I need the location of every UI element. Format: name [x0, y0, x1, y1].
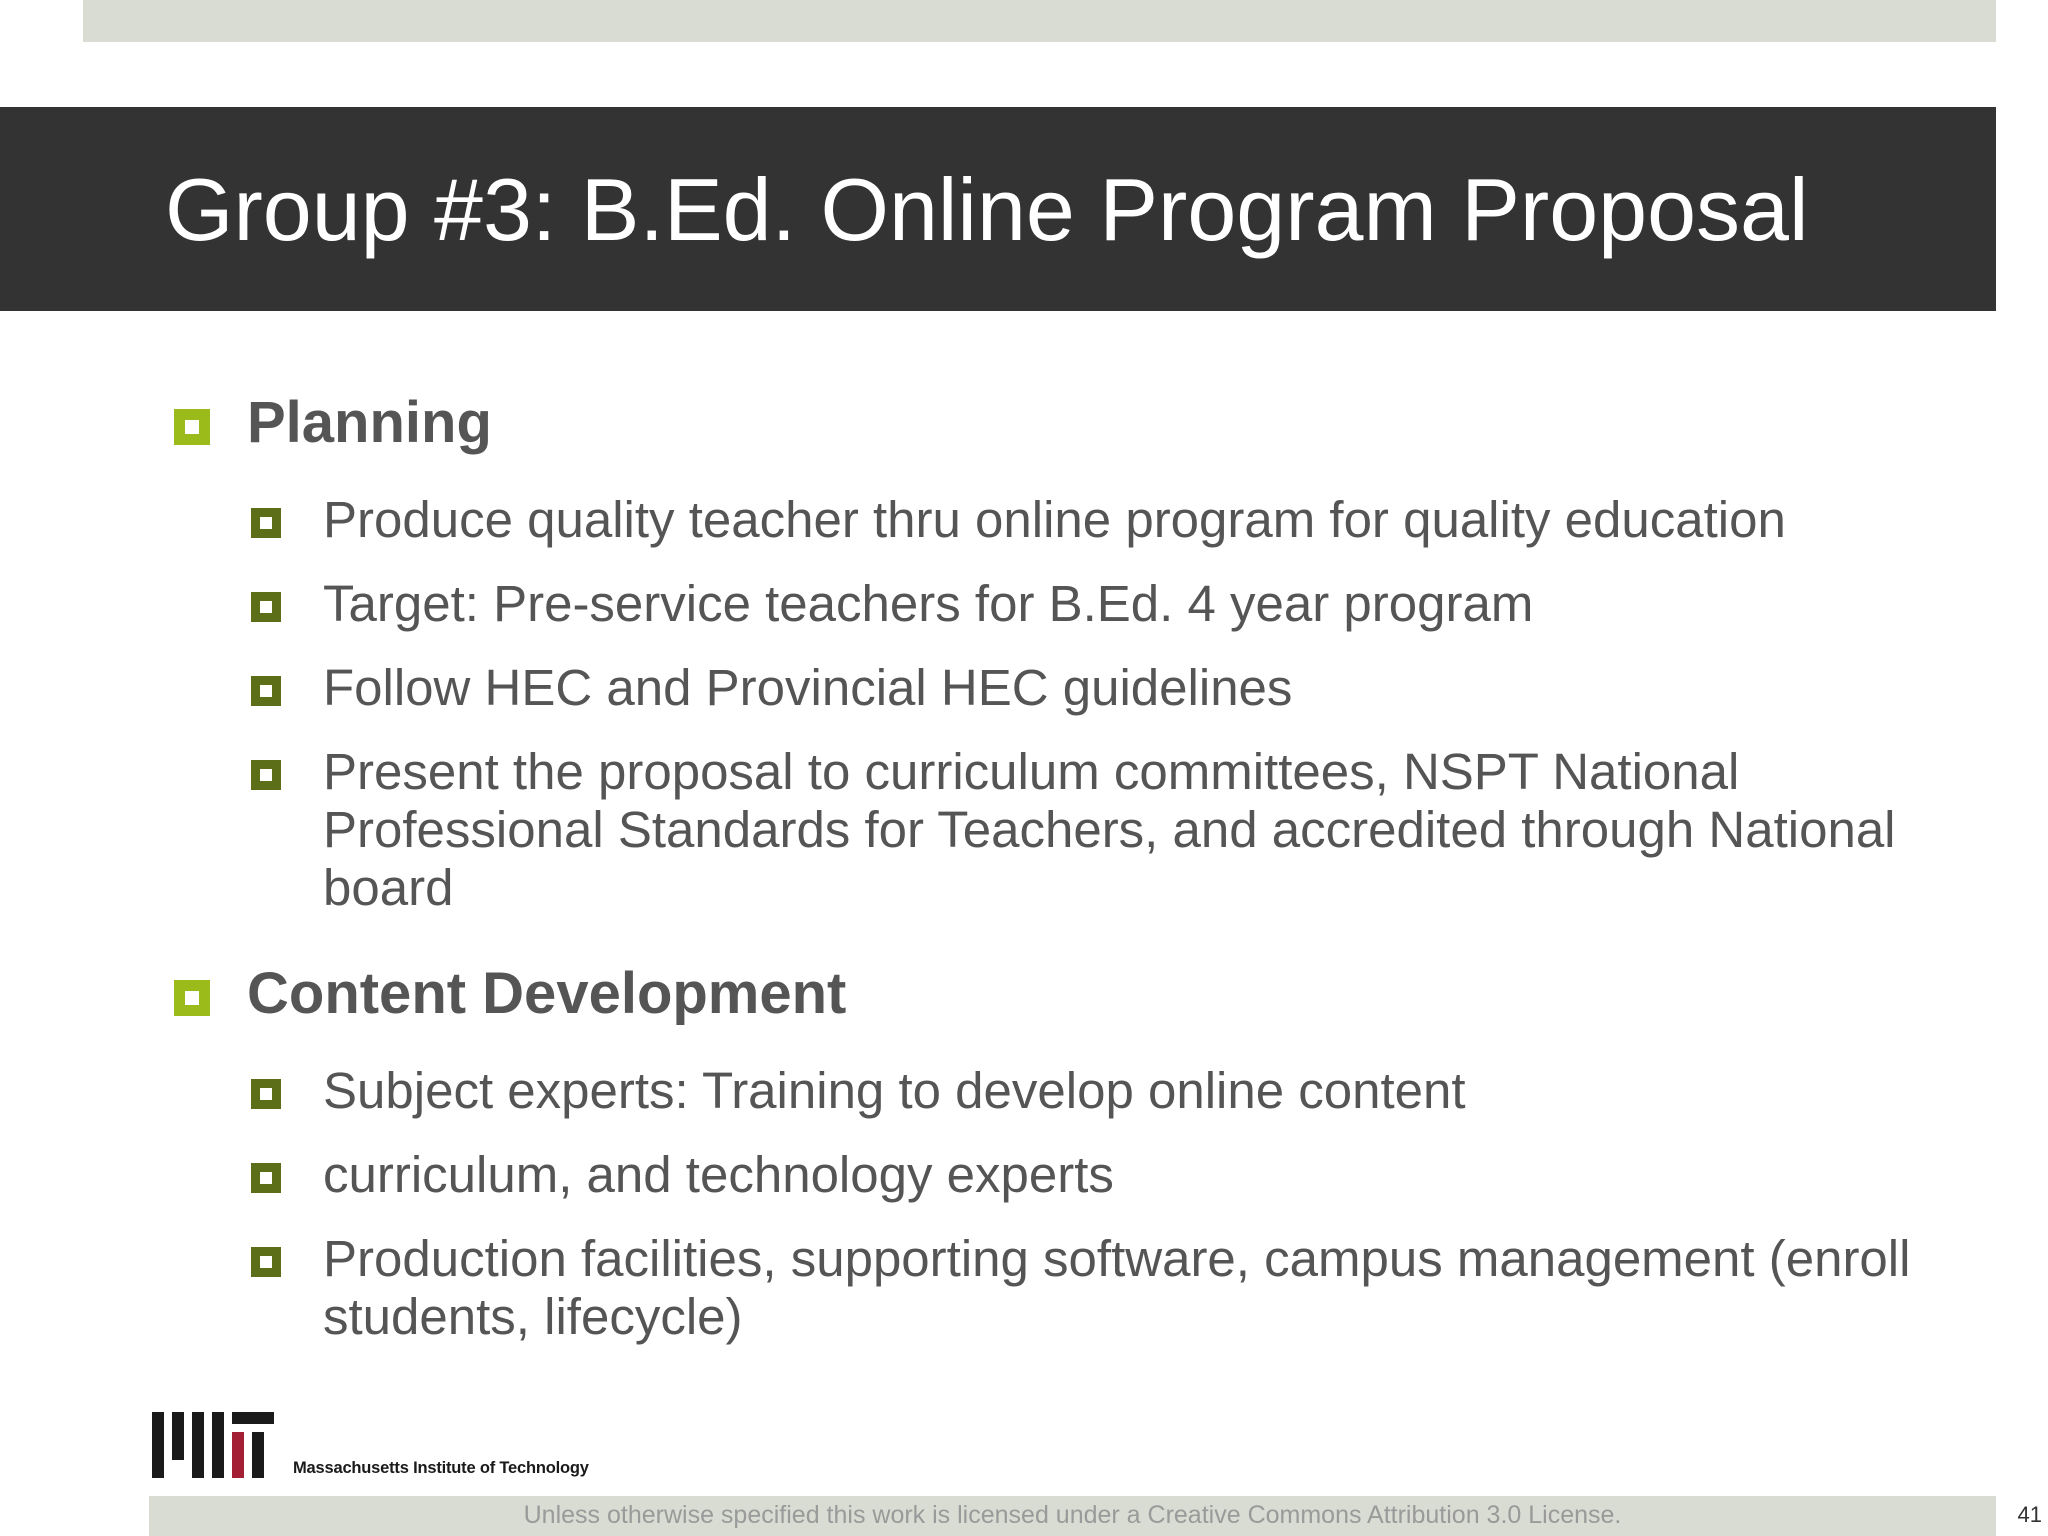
section-heading-content-development: Content Development [247, 961, 847, 1026]
license-text: Unless otherwise specified this work is licensed under a Creative Commons Attribution 3.0 License. [523, 1501, 1622, 1529]
square-bullet-icon [251, 592, 281, 622]
square-bullet-icon [251, 676, 281, 706]
square-bullet-icon [174, 980, 210, 1016]
list-item: Present the proposal to curriculum committees, NSPT National Professional Standards for Teachers, and accredited through National board [323, 743, 1896, 916]
list-item: Follow HEC and Provincial HEC guidelines [323, 659, 1293, 716]
square-bullet-icon [251, 760, 281, 790]
square-bullet-icon [251, 1079, 281, 1109]
square-bullet-icon [251, 1247, 281, 1277]
square-bullet-icon [174, 409, 210, 445]
section-heading-planning: Planning [247, 390, 492, 455]
list-item: Produce quality teacher thru online program for quality education [323, 491, 1786, 548]
square-bullet-icon [251, 508, 281, 538]
list-item: Production facilities, supporting software, campus management (enroll students, lifecycle) [323, 1230, 1911, 1345]
list-item: Target: Pre-service teachers for B.Ed. 4 year program [323, 575, 1534, 632]
list-item: curriculum, and technology experts [323, 1146, 1114, 1203]
list-item: Subject experts: Training to develop online content [323, 1062, 1466, 1119]
top-decorative-band [83, 0, 1996, 42]
square-bullet-icon [251, 1163, 281, 1193]
logo-text: Massachusetts Institute of Technology [293, 1459, 589, 1477]
page-number: 41 [2017, 1502, 2042, 1527]
slide-title: Group #3: B.Ed. Online Program Proposal [165, 160, 1809, 259]
